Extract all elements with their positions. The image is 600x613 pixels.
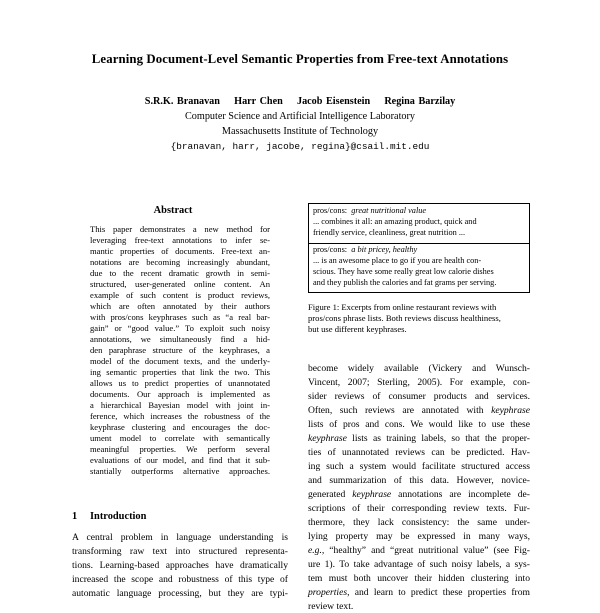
abstract-line: ument model to correlate with semantically [90,433,270,443]
abstract-line: model of the document texts, and the underly- [90,356,270,366]
abstract-line: stantially outperforms alternative approaches. [90,466,270,476]
body-line: tions. Learning-based approaches have dramatically [72,560,288,571]
emphasis-term: keyphrase [308,433,347,444]
body-line: review text. [308,601,354,612]
body-line: Often, such reviews are annotated with keyphrase [308,405,530,416]
proscons-label: pros/cons: [313,245,348,254]
emphasis-term: e.g., [308,545,325,556]
abstract-line: ference, which increases the robustness of the [90,411,270,421]
review-2-text: and they publish the calories and fat grams per serving. [313,278,497,287]
figure-divider [309,243,529,244]
abstract-line: example of such content is product reviews, [90,290,270,300]
body-line: generated keyphrase annotations are incomplete de- [308,489,530,500]
body-line: and summarization of this data. However, novice- [308,475,530,486]
emphasis-term: keyphrase [352,489,392,500]
body-line: lists of pros and cons. We would like to use these [308,419,530,430]
body-line: Vincent, 2007; Sterling, 2005). For example, con- [308,377,530,388]
author-name: S.R.K. Branavan [144,96,220,107]
body-line: e.g., “healthy” and “great nutritional value” (see Fig- [308,545,530,556]
paper-title: Learning Document-Level Semantic Properties from Free-text Annotations [91,52,509,66]
proscons-keyphrases: great nutritional value [351,206,427,215]
abstract-line: allows us to predict properties of unannotated [90,378,270,388]
body-line: increased the scope and robustness of this type of [72,574,288,585]
abstract-line: meaningful properties. We perform several [90,444,270,454]
section-number: 1 [72,511,78,522]
author-name: Harr Chen [234,96,283,107]
abstract-line: gain” or “good value.” To exploit such noisy [90,323,270,333]
body-line: automatic language processing, but they are typi- [72,588,288,599]
abstract-line: leveraging free-text annotations to infer se- [90,235,270,245]
body-line: transforming raw text into structured representa- [72,546,288,557]
body-line: become widely available (Vickery and Wunsch- [308,363,530,374]
abstract-line: keyphrase clustering and encourages the doc- [90,422,270,432]
abstract-line: structured, user-generated online content. An [90,279,270,289]
abstract-line: notations are becoming increasingly abundant, [90,257,270,267]
affiliation-lab: Computer Science and Artificial Intelligence Laboratory [185,111,415,122]
emphasis-term: properties [308,587,348,598]
abstract-line: This paper demonstrates a new method for [90,224,270,234]
author-name: Regina Barzilay [384,96,456,107]
section-heading-introduction [72,511,146,522]
review-2-text: scious. They have some really great low calorie dishes [313,267,494,276]
review-1-text: ... combines it all: an amazing product, quick and [313,217,477,226]
author-name: Jacob Eisenstein [296,96,371,107]
abstract-line: den paraphrase structure of the keyphrases, a [90,345,270,355]
review-1-text: friendly service, cleanliness, great nutrition ... [313,228,466,237]
proscons-keyphrases: a bit pricey, healthy [351,245,418,254]
body-line: keyphrase lists as training labels, so that the proper- [308,433,530,444]
review-2-proscons [313,245,417,255]
body-line: scriptions of their corresponding review texts. Fur- [308,503,530,514]
body-line: ing such a system would facilitate structured access [308,461,530,472]
figure-caption-line: Figure 1: Excerpts from online restaurant reviews with [308,302,497,312]
section-title: Introduction [90,511,147,522]
emphasis-term: keyphrase [491,405,530,416]
abstract-line: due to the recent dramatic growth in semi- [90,268,270,278]
body-line: thermore, they lack consistency: the same under- [308,517,530,528]
abstract-line: mantic properties of documents. Free-text an- [90,246,270,256]
proscons-label: pros/cons: [313,206,348,215]
body-line: lying property may be expressed in many ways, [308,531,530,542]
abstract-line: documents. Our approach is implemented as [90,389,270,399]
body-line: sider reviews of consumer products and services. [308,391,530,402]
abstract-line: which are often annotated by their authors [90,301,270,311]
abstract-line: with pros/cons keyphrases such as “a real bar- [90,312,270,322]
author-emails: {branavan, harr, jacobe, regina}@csail.mit.edu [170,141,430,152]
body-line: A central problem in language understanding is [72,532,288,543]
review-1-proscons [313,206,426,216]
body-line: properties, and learn to predict these properties from [308,587,530,598]
body-line: tem must both uncover their hidden clustering into [308,573,530,584]
body-line: ure 1). To take advantage of such noisy labels, a sys- [308,559,530,570]
body-line: ties of unannotated reviews can be predicted. Hav- [308,447,530,458]
affiliation-institute: Massachusetts Institute of Technology [221,126,379,137]
abstract-line: ing semantic properties that link the two. This [90,367,270,377]
author-list [0,96,600,107]
figure-1-box [308,203,530,293]
abstract-heading: Abstract [153,205,193,216]
figure-caption-line: pros/cons phrase lists. Both reviews discuss healthiness, [308,313,501,323]
abstract-line: annotations, we simultaneously find a hid- [90,334,270,344]
abstract-line: a hierarchical Bayesian model with joint in- [90,400,270,410]
figure-caption-line: but use different keyphrases. [308,324,407,334]
review-2-text: ... is an awesome place to go if you are health con- [313,256,482,265]
abstract-line: evaluations of our model, and find that it sub- [90,455,270,465]
